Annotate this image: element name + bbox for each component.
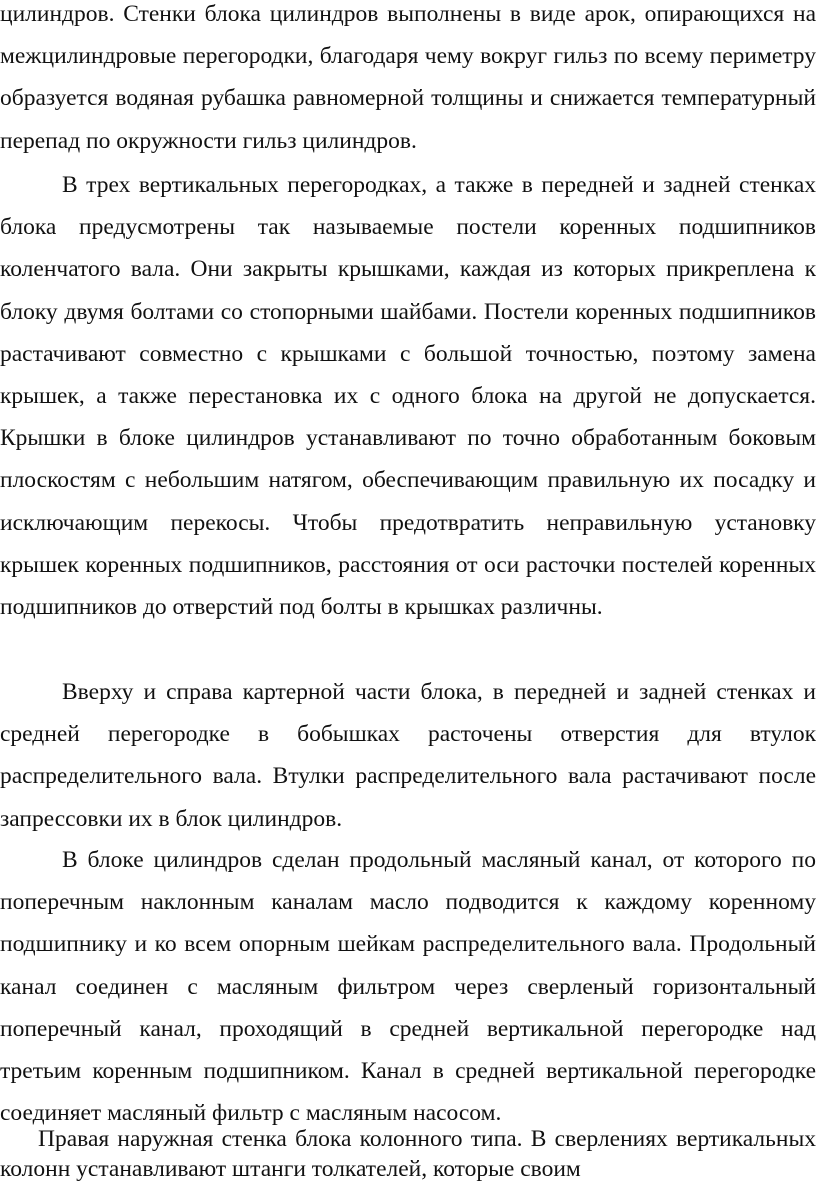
paragraph-camshaft-bushings: Вверху и справа картерной части блока, в передней и задней стенках и средней перегородке в бобышках расточены отверстия для втулок распределительного вала. Втулки распределительного вала растачивают после запрессовки их в блок цилиндров. [0,679,816,832]
paragraph-oil-channel: В блоке цилиндров сделан продольный масляный канал, от которого по поперечным наклонным каналам масло подводится к каждому коренному подшипнику и ко всем опорным шейкам распределительного вала. Продольный канал соединен с масляным фильтром через сверленый горизонтальный поперечный канал, проходящий в средней вертикальной перегородке над третьим коренным подшипником. Канал в средней вертикальной перегородке соединяет масляный фильтр с масляным насосом. [0,847,816,1127]
paragraph-continuation: цилиндров. Стенки блока цилиндров выполнены в виде арок, опирающихся на межцилиндровые перегородки, благодаря чему вокруг гильз по всему периметру образуется водяная рубашка равномерной толщины и снижается температурный перепад по окружности гильз цилиндров. [0,1,816,154]
paragraph-main-bearings: В трех вертикальных перегородках, а также в передней и задней стенках блока предусмотрены так называемые постели коренных подшипников коленчатого вала. Они закрыты крышками, каждая из которых прикреплена к блоку двумя болтами со стопорными шайбами. Постели коренных подшипников растачивают совместно с крышками с большой точностью, поэтому замена крышек, а также перестановка их с одного блока на другой не допускается. Крышки в блоке цилиндров устанавливают по точно обработанным боковым плоскостям с небольшим натягом, обеспечивающим правильную их посадку и исключающим перекосы. Чтобы предотвратить неправильную установку крышек коренных подшипников, расстояния от оси расточки постелей коренных подшипников до отверстий под болты в крышках различны. [0,172,816,621]
paragraph-right-wall: Правая наружная стенка блока колонного типа. В сверлениях вертикальных колонн устанавливают штанги толкателей, которые своим [0,1126,816,1182]
